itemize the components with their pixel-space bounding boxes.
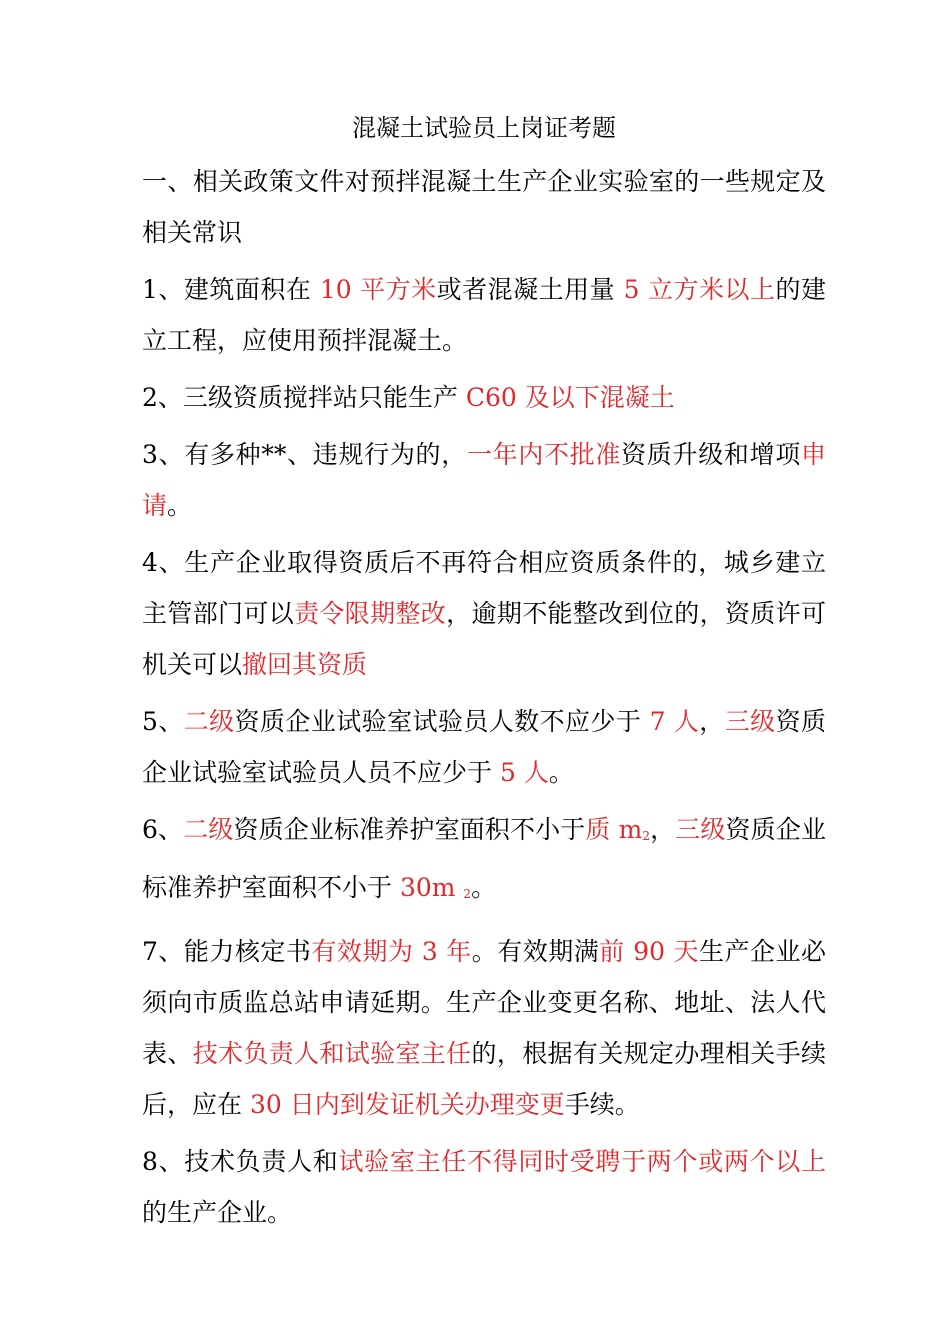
list-item: [142, 537, 826, 690]
body-text: 或者混凝土用量: [436, 275, 624, 304]
body-text: 5、: [142, 707, 184, 736]
highlight-text: 30m: [399, 873, 464, 902]
highlight-text: 二级: [183, 707, 235, 736]
body-text: ，: [699, 707, 725, 736]
list-item: [142, 429, 826, 531]
highlight-text: 技术负责人和试验室主任: [192, 1039, 472, 1068]
highlight-text: 试验室主任不得同时受聘于两个或两个以上: [338, 1147, 826, 1176]
body-text: 1、建筑面积在: [142, 275, 320, 304]
body-text: 6、: [142, 815, 184, 844]
list-item: [142, 1136, 826, 1238]
body-text: 资质企业标准养护室面积不小于: [233, 815, 586, 844]
body-text: 8、技术负责人和: [142, 1147, 339, 1176]
list-item: [142, 926, 826, 1130]
body-text: 资质企业试验室试验员人数不应少于: [234, 707, 650, 736]
body-text: 。: [471, 873, 497, 902]
highlight-text: 2: [642, 829, 650, 843]
highlight-text: 前 90 天: [599, 937, 699, 966]
highlight-text: C60 及以下混凝土: [465, 383, 675, 412]
highlight-text: 二级: [183, 815, 234, 844]
highlight-text: 2: [463, 887, 472, 901]
body-text: ，: [649, 815, 676, 844]
highlight-text: 撤回其资质: [242, 650, 368, 679]
highlight-text: 三级: [675, 815, 726, 844]
body-text: 的，根据有关规定办理相关手续后，应在: [142, 1039, 826, 1119]
body-text: 资质企业标准养护室面积不小于: [142, 815, 826, 902]
list-item: [142, 264, 826, 366]
body-text: 手续。: [564, 1090, 640, 1119]
highlight-text: 申请: [142, 440, 826, 520]
list-item: [142, 372, 826, 423]
body-text: ，逾期不能整改到位的，资质许可机关可以: [142, 599, 826, 679]
body-text: 2、三级资质搅拌站只能生产: [142, 383, 466, 412]
body-text: 7、能力核定书: [142, 937, 312, 966]
body-text: 资质企业试验室试验员人员不应少于: [142, 707, 826, 787]
section-heading: 一、相关政策文件对预拌混凝土生产企业实验室的一些规定及相关常识: [142, 167, 826, 247]
body-text: 资质升级和增项: [621, 440, 801, 469]
body-text: 。: [548, 758, 574, 787]
highlight-text: 7 人: [649, 707, 700, 736]
body-text: 的建立工程，应使用预拌混凝土。: [142, 275, 826, 355]
list-item: [142, 804, 826, 920]
list-item: [142, 696, 826, 798]
highlight-text: 30 日内到发证机关办理变更: [249, 1090, 565, 1119]
item-list: [142, 264, 826, 1238]
page-title: 混凝土试验员上岗证考题: [352, 114, 616, 142]
highlight-text: 三级: [724, 707, 776, 736]
body-text: 3、有多种**、违规行为的，: [142, 440, 467, 469]
highlight-text: 一年内不批准: [466, 440, 622, 469]
highlight-text: 5 立方米以上: [623, 275, 776, 304]
highlight-text: 质 m: [585, 815, 643, 844]
body-text: 4、生产企业取得资质后不再符合相应资质条件的，城乡建立主管部门可以: [142, 548, 826, 628]
highlight-text: 10 平方米: [319, 275, 437, 304]
highlight-text: 有效期为 3 年: [311, 937, 472, 966]
highlight-text: 责令限期整改: [294, 599, 447, 628]
body-text: 。: [167, 491, 193, 520]
body-text: 。有效期满: [471, 937, 600, 966]
highlight-text: 5 人: [499, 758, 549, 787]
body-text: 的生产企业。: [142, 1198, 293, 1227]
body-text: 生产企业必须向市质监总站申请延期。生产企业变更名称、地址、法人代表、: [142, 937, 826, 1068]
